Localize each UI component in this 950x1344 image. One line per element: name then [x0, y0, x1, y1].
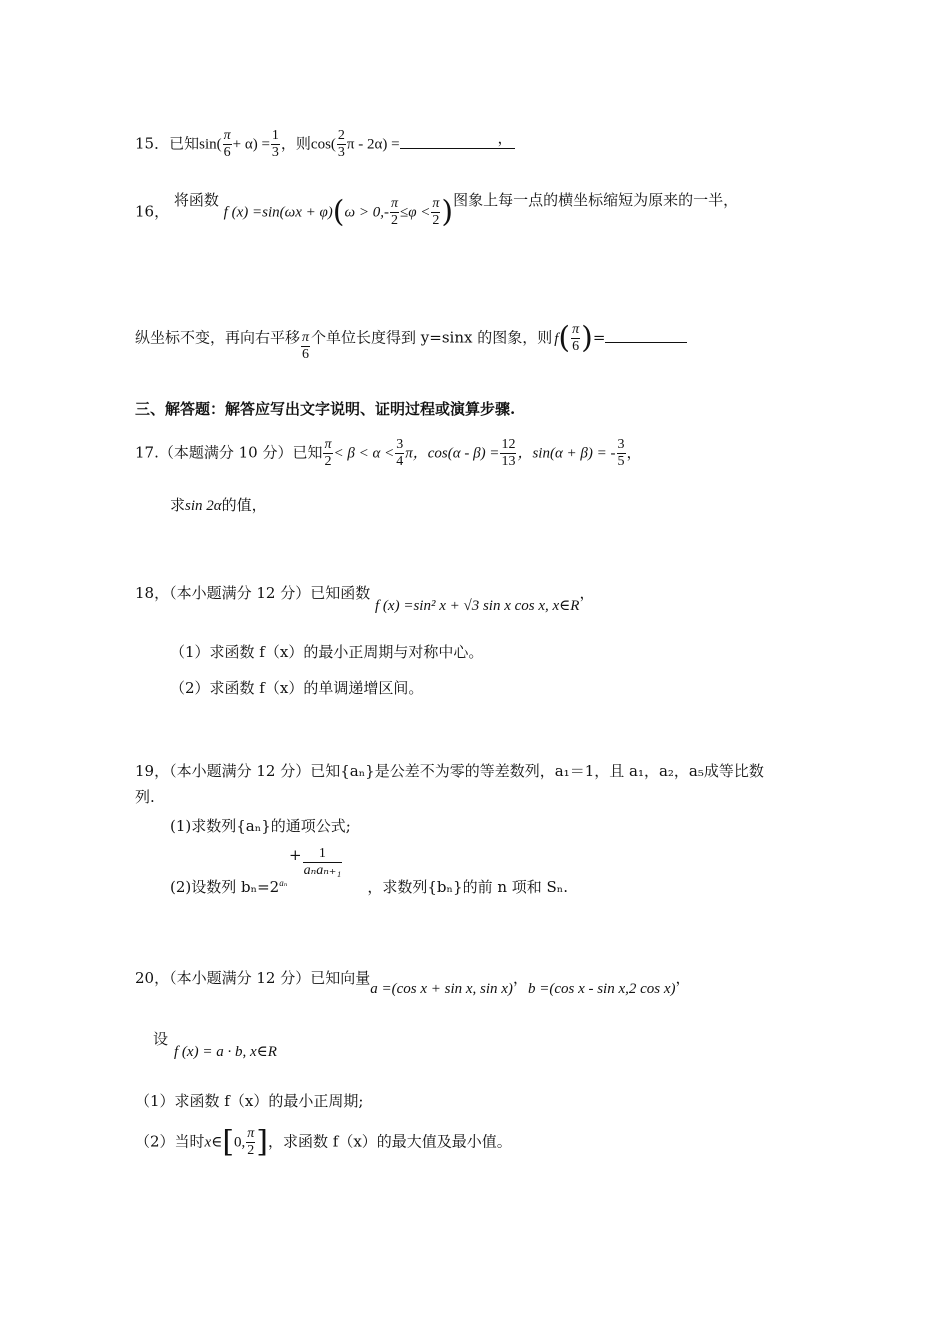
q19-p2-post: ，求数列{bₙ}的前 n 项和 Sₙ. [367, 878, 569, 896]
q20-bracket-open: [ [222, 1124, 235, 1160]
q20-part1: （1）求函数 f（x）的最小正周期; [135, 1092, 364, 1110]
q16-paren-open: ( [332, 194, 345, 230]
q19-part2-frac [289, 846, 343, 879]
q20-sep: ， [512, 969, 528, 987]
q19-part2 [170, 876, 568, 897]
q16-paren-close-2: ) [581, 320, 593, 356]
q18-expr: f (x) =sin² x + √3 sin x cos x, x∈R [375, 598, 580, 614]
q20-number: 20，（本小题满分 12 分）已知向量 [135, 969, 371, 987]
q15-frac-2-3: $\frac{2}{3}$ [337, 128, 345, 161]
q16-line1 [135, 190, 739, 230]
q17-frac-3-5: $\frac{3}{5}$ [617, 437, 625, 470]
q17-frac-pi-2: $\frac{\pi}{2}$ [324, 437, 332, 470]
q17-frac-12-13: $\frac{12}{13}$ [501, 437, 516, 470]
q20-fx: f (x) = a · b, x∈R [174, 1044, 277, 1060]
q16-tail: 图象上每一点的横坐标缩短为原来的一半， [453, 190, 739, 209]
q15-then: ，则 [280, 134, 311, 153]
q16-line2 [135, 320, 687, 363]
q17-ask [170, 494, 267, 515]
q16-f: f [554, 330, 559, 347]
q16-frac-pi-2-b: $\frac{\pi}{2}$ [432, 196, 440, 229]
q15 [135, 128, 515, 161]
q16-le-phi: ≤φ < [399, 204, 431, 221]
q17-pi: π， [405, 445, 428, 462]
q16-line2-text: 纵坐标不变，再向右平移 [135, 328, 301, 347]
q18 [135, 582, 595, 614]
q17-ask-post: 的值， [221, 496, 267, 514]
q20-x-in: x∈ [204, 1134, 223, 1151]
q20-b-vec: b =(cos x - sin x,2 cos x) [527, 981, 676, 997]
q15-pi-minus: π - 2α) = [346, 136, 400, 153]
q18-number: 18，（本小题满分 12 分）已知函数 [135, 584, 371, 602]
q17-ask-expr: sin 2α [185, 498, 222, 514]
q16-number: 16， [135, 202, 170, 221]
q20 [135, 967, 691, 997]
q15-sin: sin( [199, 136, 222, 153]
q17-cos: cos(α - β) = [427, 445, 500, 462]
q16-lead: 将函数 [173, 190, 219, 209]
q17-frac-3-4: $\frac{3}{4}$ [396, 437, 404, 470]
q18-end: ， [579, 584, 595, 602]
q17-end: ， [626, 443, 642, 462]
q20-set: 设 [153, 1030, 169, 1048]
q19-p2-pre: (2)设数列 bₙ=2 [170, 878, 280, 896]
q19-part1: (1)求数列{aₙ}的通项公式; [170, 817, 351, 835]
q16-cond: ω > 0,- [344, 204, 389, 221]
q16-paren-close: ) [441, 194, 454, 230]
q20-a-vec: a =(cos x + sin x, sin x) [370, 981, 513, 997]
q17 [135, 437, 642, 470]
q16-line2b: 个单位长度得到 y=sinx 的图象，则 [311, 328, 553, 347]
q15-cos: cos( [310, 136, 336, 153]
q15-frac-1-3: $\frac{1}{3}$ [271, 128, 279, 161]
q16-eq: = [592, 328, 606, 347]
q19-frac: $\frac{1}{\text{aₙaₙ₊₁}}$ [303, 846, 342, 879]
q20-end: ， [675, 969, 691, 987]
q19-p2-sup: aₙ [279, 878, 288, 888]
q19-line1: 19，（本小题满分 12 分）已知{aₙ}是公差不为零的等差数列，a₁＝1，且 a₁，a₂，a₅成等比数 [135, 762, 764, 780]
q16-frac-pi-2-a: $\frac{\pi}{2}$ [390, 196, 398, 229]
q20-part2 [135, 1126, 512, 1159]
q16-paren-open-2: ( [558, 320, 571, 356]
q16-answer-blank[interactable] [605, 342, 687, 343]
q16-frac-pi-6: $\frac{\pi}{6}$ [302, 330, 310, 363]
q15-frac-pi-6: $\frac{\pi}{6}$ [223, 128, 231, 161]
q20-zero: 0, [234, 1134, 246, 1151]
q16-function: f (x) =sin(ωx + φ) [223, 204, 333, 221]
q18-part2: （2）求函数 f（x）的单调递增区间。 [170, 679, 424, 697]
q20-p2-pre: （2）当时 [135, 1132, 205, 1151]
q19-plus: + [289, 846, 302, 864]
q20-p2-post: ，求函数 f（x）的最大值及最小值。 [268, 1132, 512, 1151]
section3-title: 三、解答题：解答应写出文字说明、证明过程或演算步骤. [135, 400, 516, 418]
q16-frac-pi-6-b: $\frac{\pi}{6}$ [572, 322, 580, 355]
q20-frac-pi-2: $\frac{\pi}{2}$ [247, 1126, 255, 1159]
q15-number: 15． [135, 134, 170, 153]
q15-lead: 已知 [169, 134, 200, 153]
q15-plus-alpha: + α) = [232, 136, 270, 153]
q19-line2: 列. [135, 788, 155, 806]
q15-answer-blank[interactable]: ， [400, 148, 515, 149]
q17-number: 17.（本题满分 10 分）已知 [135, 443, 323, 462]
q17-sin: ，sin(α + β) = - [517, 445, 616, 462]
q18-part1: （1）求函数 f（x）的最小正周期与对称中心。 [170, 643, 484, 661]
q17-ask-pre: 求 [170, 496, 186, 514]
q20-bracket-close: ] [256, 1124, 269, 1160]
q17-ineq: < β < α < [333, 445, 395, 462]
